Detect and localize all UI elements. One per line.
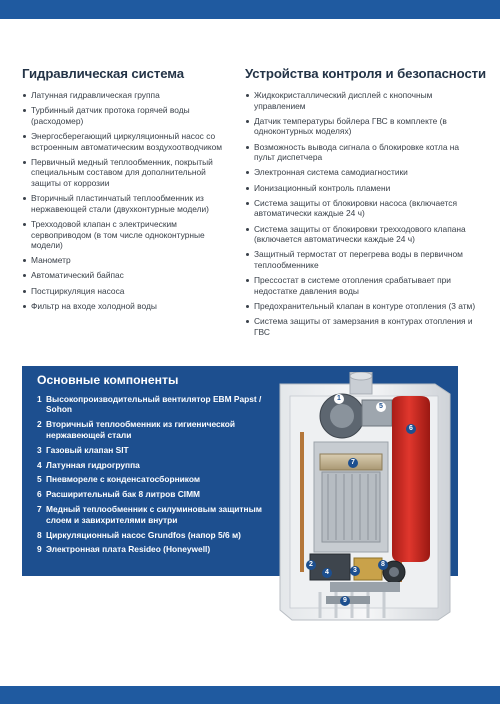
component-item	[37, 530, 287, 540]
main-components-title: Основные компоненты	[37, 373, 179, 387]
list-item: Постциркуляция насоса	[22, 286, 234, 297]
list-item: Система защиты от блокировки трехходового клапана (включается автоматически каждые 24 ч)	[245, 224, 477, 245]
hydraulic-system-list	[22, 90, 234, 311]
top-banner	[0, 0, 500, 19]
list-item: Энергосберегающий циркуляционный насос со встроенным автоматическим воздухоотводчиком	[22, 131, 234, 152]
component-text: Расширительный бак 8 литров CIMM	[46, 489, 201, 500]
marker-6: 6	[406, 424, 416, 434]
safety-devices-section	[245, 66, 487, 342]
hydraulic-system-section	[22, 66, 234, 316]
component-number: 4	[37, 459, 42, 470]
list-item: Латунная гидравлическая группа	[22, 90, 234, 101]
list-item: Прессостат в системе отопления срабатывает при недостатке давления воды	[245, 275, 477, 296]
list-item: Автоматический байпас	[22, 270, 234, 281]
component-item	[37, 504, 287, 525]
marker-8: 8	[378, 560, 388, 570]
component-text: Высокопроизводительный вентилятор EBM Papst / Sohon	[46, 394, 262, 415]
list-item: Возможность вывода сигнала о блокировке котла на пульт диспетчера	[245, 142, 477, 163]
boiler-cutaway-image	[270, 372, 460, 622]
list-item: Защитный термостат от перегрева воды в первичном теплообменнике	[245, 249, 477, 270]
component-text: Газовый клапан SIT	[46, 444, 129, 455]
component-text: Латунная гидрогруппа	[46, 459, 140, 470]
component-text: Медный теплообменник с силуминовым защитным слоем и завихрителями внутри	[46, 504, 262, 525]
list-item: Предохранительный клапан в контуре отопления (3 атм)	[245, 301, 477, 312]
component-number: 5	[37, 474, 42, 485]
marker-4: 4	[322, 568, 332, 578]
component-number: 2	[37, 419, 42, 430]
list-item: Система защиты от замерзания в контурах отопления и ГВС	[245, 316, 477, 337]
component-number: 3	[37, 444, 42, 455]
hydraulic-system-title: Гидравлическая система	[22, 66, 184, 81]
list-item: Система защиты от блокировки насоса (включается автоматически каждые 24 ч)	[245, 198, 477, 219]
marker-5: 5	[376, 402, 386, 412]
marker-1: 1	[334, 394, 344, 404]
list-item: Ионизационный контроль пламени	[245, 183, 477, 194]
list-item: Электронная система самодиагностики	[245, 167, 477, 178]
component-item	[37, 419, 287, 440]
component-text: Вторичный теплообменник из гигиенической нержавеющей стали	[46, 419, 236, 440]
list-item: Манометр	[22, 255, 234, 266]
list-item: Первичный медный теплообменник, покрытый специальным составом для дополнительной защиты от коррозии	[22, 157, 234, 189]
marker-2: 2	[306, 560, 316, 570]
component-item	[37, 445, 287, 455]
marker-7: 7	[348, 458, 358, 468]
marker-9: 9	[340, 596, 350, 606]
components-list	[37, 394, 287, 559]
marker-3: 3	[350, 566, 360, 576]
component-item	[37, 489, 287, 499]
safety-devices-list	[245, 90, 477, 337]
safety-devices-title: Устройства контроля и безопасности	[245, 66, 487, 81]
component-item	[37, 460, 287, 470]
component-item	[37, 394, 287, 415]
bottom-banner	[0, 686, 500, 704]
list-item: Жидкокристаллический дисплей с кнопочным управлением	[245, 90, 477, 111]
component-number: 7	[37, 504, 42, 515]
component-number: 8	[37, 529, 42, 540]
component-text: Циркуляционный насос Grundfos (напор 5/6 м)	[46, 529, 241, 540]
component-number: 9	[37, 544, 42, 555]
list-item: Трехходовой клапан с электрическим сервоприводом (в том числе одноконтурные модели)	[22, 219, 234, 251]
list-item: Датчик температуры бойлера ГВС в комплекте (в одноконтурных моделях)	[245, 116, 477, 137]
component-item	[37, 474, 287, 484]
list-item: Вторичный пластинчатый теплообменник из нержавеющей стали (двухконтурные модели)	[22, 193, 234, 214]
component-text: Электронная плата Resideo (Honeywell)	[46, 544, 211, 555]
list-item: Фильтр на входе холодной воды	[22, 301, 234, 312]
list-item: Турбинный датчик протока горячей воды (расходомер)	[22, 105, 234, 126]
component-number: 6	[37, 489, 42, 500]
boiler-illustration	[270, 372, 460, 622]
component-text: Пневмореле с конденсатосборником	[46, 474, 201, 485]
component-number: 1	[37, 394, 42, 404]
component-item	[37, 544, 287, 554]
